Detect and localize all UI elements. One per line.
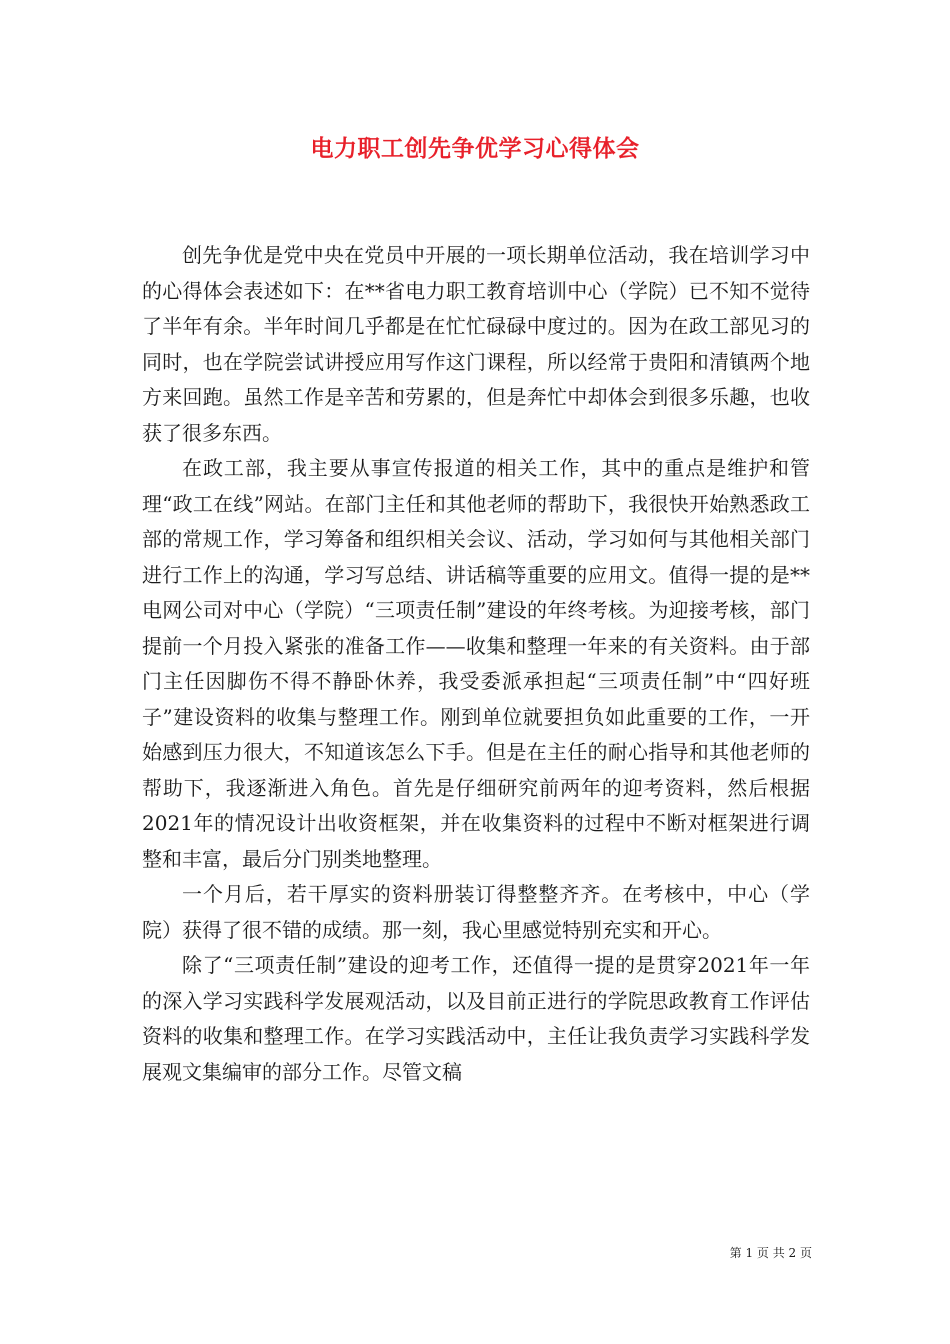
- page-number: 第 1 页 共 2 页: [729, 1246, 812, 1260]
- document-body: [142, 238, 810, 1090]
- paragraph-2: 在政工部，我主要从事宣传报道的相关工作，其中的重点是维护和管理“政工在线”网站。在部门主任和其他老师的帮助下，我很快开始熟悉政工部的常规工作，学习筹备和组织相关会议、活动，学习如何与其他相关部门进行工作上的沟通，学习写总结、讲话稿等重要的应用文。值得一提的是**电网公司对中心（学院）“三项责任制”建设的年终考核。为迎接考核，部门提前一个月投入紧张的准备工作——收集和整理一年来的有关资料。由于部门主任因脚伤不得不静卧休养，我受委派承担起“三项责任制”中“四好班子”建设资料的收集与整理工作。刚到单位就要担负如此重要的工作，一开始感到压力很大，不知道该怎么下手。但是在主任的耐心指导和其他老师的帮助下，我逐渐进入角色。首先是仔细研究前两年的迎考资料，然后根据2021年的情况设计出收资框架，并在收集资料的过程中不断对框架进行调整和丰富，最后分门别类地整理。: [142, 456, 810, 871]
- document-title: 电力职工创先争优学习心得体会: [310, 135, 640, 162]
- paragraph-3: 一个月后，若干厚实的资料册装订得整整齐齐。在考核中，中心（学院）获得了很不错的成绩。那一刻，我心里感觉特别充实和开心。: [142, 882, 810, 942]
- paragraph-4: 除了“三项责任制”建设的迎考工作，还值得一提的是贯穿2021年一年的深入学习实践科学发展观活动，以及目前正进行的学院思政教育工作评估资料的收集和整理工作。在学习实践活动中，主任让我负责学习实践科学发展观文集编审的部分工作。尽管文稿: [142, 953, 810, 1084]
- paragraph-1: 创先争优是党中央在党员中开展的一项长期单位活动，我在培训学习中的心得体会表述如下：在**省电力职工教育培训中心（学院）已不知不觉待了半年有余。半年时间几乎都是在忙忙碌碌中度过的。因为在政工部见习的同时，也在学院尝试讲授应用写作这门课程，所以经常于贵阳和清镇两个地方来回跑。虽然工作是辛苦和劳累的，但是奔忙中却体会到很多乐趣，也收获了很多东西。: [142, 243, 810, 445]
